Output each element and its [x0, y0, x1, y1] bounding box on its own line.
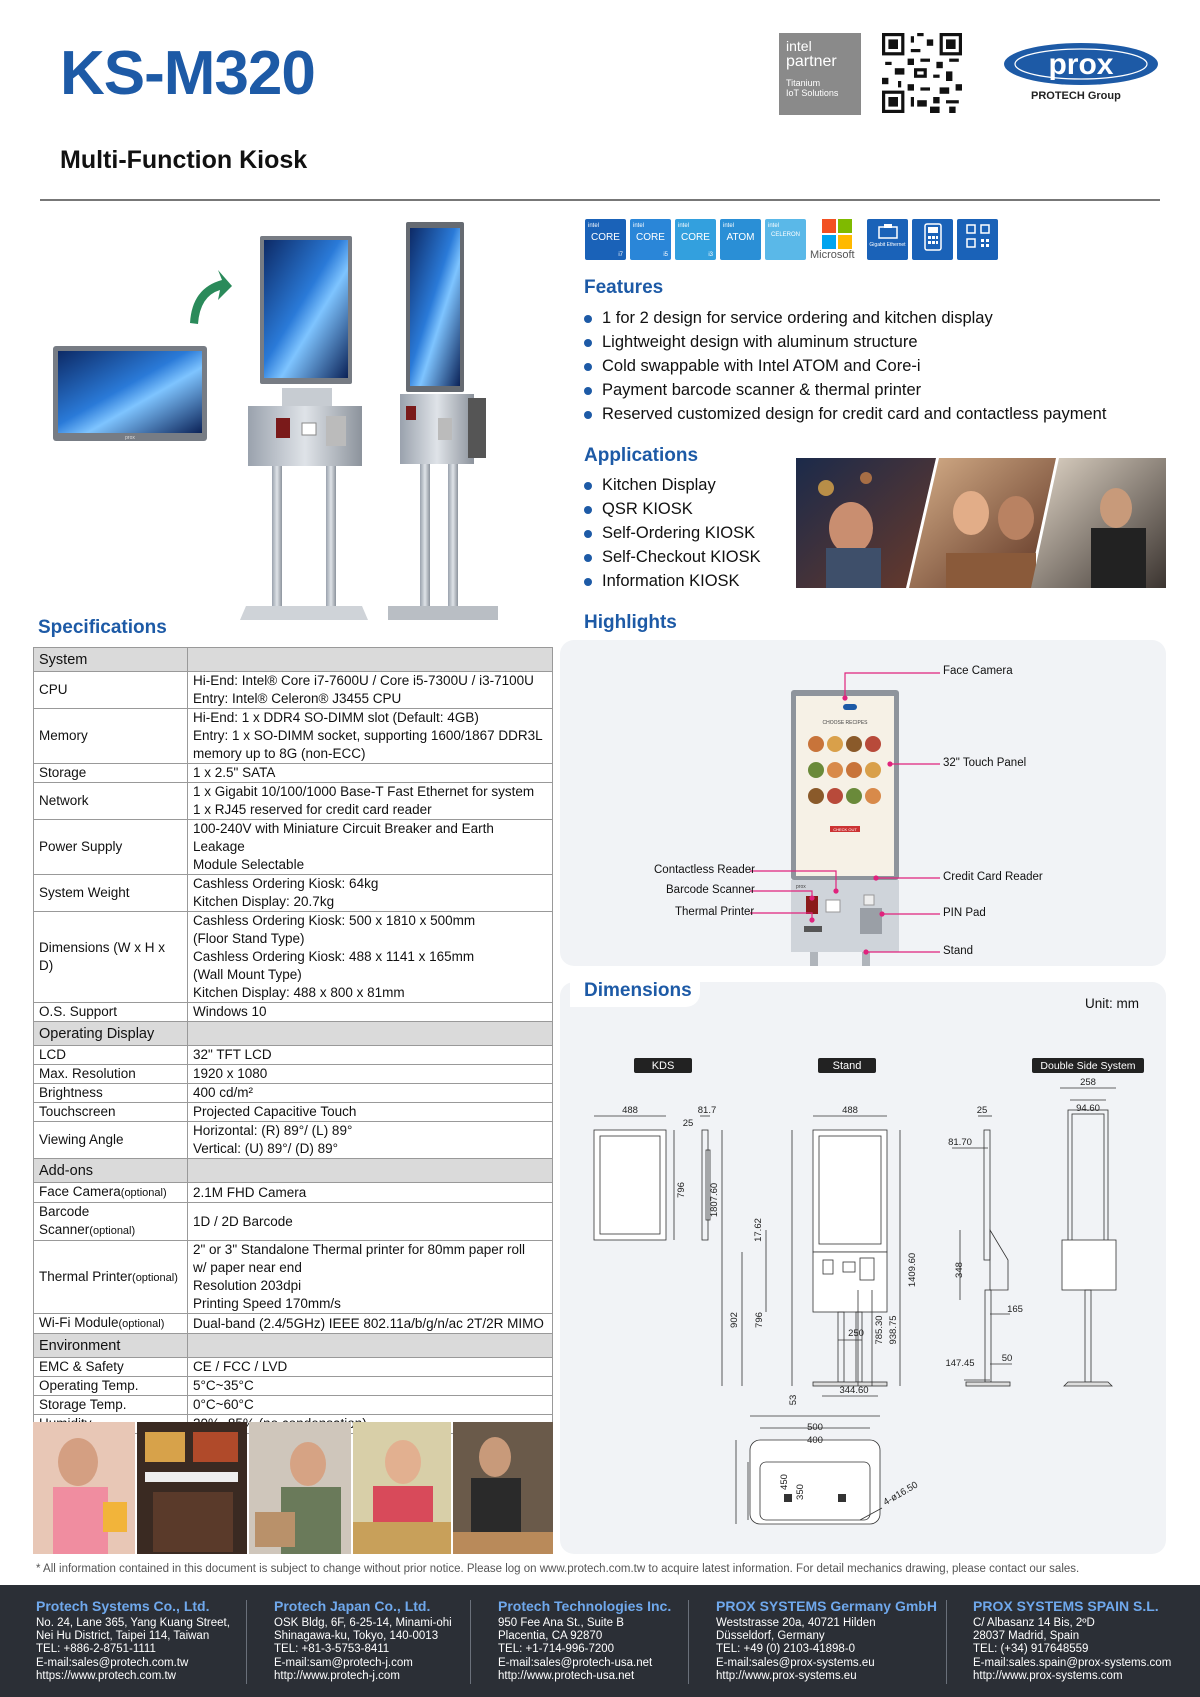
dim-top-hole: 4-ø16.50 [881, 1479, 920, 1509]
dim-double-h: 94.60 [1076, 1103, 1100, 1114]
dimensions-unit: Unit: mm [1085, 996, 1139, 1011]
footer-line: OSK Bldg, 6F, 6-25-14, Minami-ohi [274, 1617, 452, 1629]
spec-key [34, 764, 188, 783]
footer-divider [688, 1600, 689, 1684]
spec-value-line: Hi-End: 1 x DDR4 SO-DIMM slot (Default: 4GB) [193, 710, 479, 725]
product-subtitle: Multi-Function Kiosk [60, 146, 308, 174]
dim-kds-d2: 25 [682, 1118, 694, 1129]
spec-row [34, 875, 553, 912]
spec-value-line: Projected Capacitive Touch [193, 1104, 357, 1119]
dim-stand-h-base: 902 [729, 1312, 740, 1328]
spec-value-line: 100-240V with Miniature Circuit Breaker and Earth Leakage [193, 821, 494, 854]
footer-company-name: PROX SYSTEMS SPAIN S.L. [973, 1598, 1159, 1614]
spec-key-label: Operating Temp. [39, 1378, 139, 1393]
spec-group-empty [188, 648, 553, 672]
spec-key-label: System Weight [39, 885, 130, 900]
footer-office-germany [716, 1598, 937, 1683]
spec-key-label: LCD [39, 1047, 67, 1062]
spec-key-label: O.S. Support [39, 1004, 118, 1019]
footer-company-name: Protech Technologies Inc. [498, 1598, 672, 1614]
spec-key [34, 1103, 188, 1122]
spec-key-optional: (optional) [132, 1271, 178, 1284]
spec-group-name: Environment [34, 1334, 188, 1358]
callout-pin-pad: PIN Pad [943, 907, 986, 919]
dim-stand-post: 250 [848, 1328, 864, 1339]
spec-key-label: Storage [39, 765, 87, 780]
spec-value [188, 1314, 553, 1334]
footer-email-link[interactable]: E-mail:sales@protech-usa.net [498, 1656, 653, 1669]
spec-value-line: 1 x Gigabit 10/100/1000 Base-T Fast Ethernet for system [193, 784, 535, 799]
spec-value-line: Cashless Ordering Kiosk: 488 x 1141 x 165mm [193, 949, 475, 964]
spec-value-line: 2.1M FHD Camera [193, 1184, 307, 1200]
dim-stand-h-screen2: 796 [754, 1312, 765, 1328]
product-hero-illustration [50, 218, 550, 628]
spec-row [34, 1203, 553, 1241]
footer-line: TEL: +81-3-5753-8411 [274, 1643, 390, 1656]
spec-value-line: Vertical: (U) 89°/ (D) 89° [193, 1141, 339, 1156]
dim-label-kds: KDS [651, 1060, 675, 1072]
spec-value-line: 1 x RJ45 reserved for credit card reader [193, 802, 432, 817]
spec-value [188, 820, 553, 875]
food-thumbnail[interactable] [865, 736, 881, 752]
dim-double-d: 165 [1007, 1304, 1023, 1315]
spec-row [34, 820, 553, 875]
spec-key-label: CPU [39, 682, 68, 697]
spec-key [34, 875, 188, 912]
footer-office-taiwan [36, 1598, 230, 1683]
spec-group-empty [188, 1159, 553, 1183]
spec-value-line: 1D / 2D Barcode [193, 1213, 293, 1229]
spec-value-line: 1920 x 1080 [193, 1066, 268, 1081]
callout-contactless-reader: Contactless Reader [654, 864, 755, 876]
footer-line: 28037 Madrid, Spain [973, 1630, 1080, 1643]
spec-key [34, 1046, 188, 1065]
spec-key [34, 912, 188, 1003]
spec-value-line: Entry: Intel® Celeron® J3455 CPU [193, 691, 402, 706]
spec-value-line: Dual-band (2.4/5GHz) IEEE 802.11a/b/g/n/ac 2T/2R MIMO [193, 1315, 544, 1331]
spec-value-line: 0°C~60°C [193, 1397, 254, 1412]
spec-key [34, 1183, 188, 1203]
applications-heading: Applications [584, 445, 699, 466]
spec-key [34, 1122, 188, 1159]
spec-row [34, 1358, 553, 1377]
spec-key [34, 820, 188, 875]
highlights-kiosk-diagram [560, 640, 1166, 966]
footer-company-name: PROX SYSTEMS Germany GmbH [716, 1598, 937, 1614]
spec-value-line: Resolution 203dpi [193, 1278, 302, 1293]
intel-core-i7-icon: intel CORE i7 [585, 219, 626, 260]
spec-value [188, 1183, 553, 1203]
dim-double-e: 50 [1001, 1353, 1013, 1364]
spec-value [188, 1122, 553, 1159]
spec-key-label: Face Camera [39, 1184, 121, 1199]
spec-value-line: Horizontal: (R) 89°/ (L) 89° [193, 1123, 353, 1138]
spec-key-label: Touchscreen [39, 1104, 116, 1119]
spec-key [34, 709, 188, 764]
spec-group-row [34, 1022, 553, 1046]
dim-stand-foot: 53 [788, 1394, 799, 1406]
spec-row [34, 1003, 553, 1022]
dim-top-w2: 400 [807, 1435, 823, 1446]
spec-value [188, 1103, 553, 1122]
screen-header-text: CHOOSE RECIPES [822, 720, 868, 726]
footer-company-name: Protech Japan Co., Ltd. [274, 1598, 431, 1614]
spec-key [34, 1003, 188, 1022]
footer-line: Shinagawa-ku, Tokyo, 140-0013 [274, 1630, 439, 1643]
food-thumbnail[interactable] [865, 788, 881, 804]
intel-badge-line4: IoT Solutions [786, 88, 839, 98]
spec-group-empty [188, 1334, 553, 1358]
callout-thermal-printer: Thermal Printer [675, 906, 755, 918]
spec-key-optional: (optional) [120, 1187, 167, 1199]
footer-divider [246, 1600, 247, 1684]
footer-line: TEL: +49 (0) 2103-41898-0 [716, 1643, 856, 1656]
spec-value-line: Printing Speed 170mm/s [193, 1296, 341, 1311]
spec-row [34, 672, 553, 709]
callout-touch-panel: 32" Touch Panel [943, 757, 1027, 769]
spec-key [34, 1358, 188, 1377]
wall-display-brand: prox [125, 435, 135, 441]
spec-value-line: Kitchen Display: 20.7kg [193, 894, 335, 909]
footer-office-usa [498, 1598, 671, 1683]
food-thumbnail[interactable] [808, 736, 824, 752]
footer-website-link[interactable]: https://www.protech.com.tw [36, 1669, 176, 1682]
spec-key-label: Power Supply [39, 839, 123, 854]
spec-key-label: Memory [39, 728, 88, 743]
feature-item: Cold swappable with Intel ATOM and Core-i [584, 357, 921, 376]
product-model-title: KS-M320 [60, 39, 315, 108]
footer-email-link[interactable]: E-mail:sales@prox-systems.eu [716, 1656, 875, 1669]
spec-key [34, 1396, 188, 1415]
dim-double-g: 258 [1080, 1077, 1096, 1088]
spec-value-line: 1 x 2.5" SATA [193, 765, 276, 780]
qr-scanner-icon [957, 219, 998, 260]
application-item: Self-Checkout KIOSK [584, 548, 761, 567]
spec-row [34, 912, 553, 1003]
dim-stand-h-b: 938.75 [888, 1315, 899, 1345]
spec-value-line: CE / FCC / LVD [193, 1359, 288, 1374]
spec-key [34, 672, 188, 709]
spec-value-line: Windows 10 [193, 1004, 267, 1019]
prox-logo-text: prox [1048, 48, 1114, 81]
dim-kds-h: 796 [676, 1182, 687, 1198]
application-photo-collage [796, 458, 1166, 588]
dim-double-f: 147.45 [945, 1358, 975, 1369]
spec-value [188, 1046, 553, 1065]
dim-stand-base: 344.60 [839, 1385, 869, 1396]
spec-value [188, 1003, 553, 1022]
spec-key [34, 1065, 188, 1084]
spec-value [188, 1203, 553, 1241]
food-thumbnail[interactable] [827, 788, 843, 804]
footer-email-link[interactable]: E-mail:sam@protech-j.com [274, 1656, 413, 1669]
spec-value-line: 32" TFT LCD [193, 1047, 272, 1062]
callout-face-camera: Face Camera [943, 665, 1013, 677]
footer-line: TEL: +886-2-8751-1111 [36, 1643, 156, 1656]
footer-line: TEL: +1-714-996-7200 [498, 1643, 615, 1656]
food-thumbnail[interactable] [846, 736, 862, 752]
spec-row [34, 764, 553, 783]
footer-line: No. 24, Lane 365, Yang Kuang Street, [36, 1617, 230, 1629]
screen-button-text: CHECK OUT [833, 827, 857, 832]
application-item: Self-Ordering KIOSK [584, 524, 755, 543]
spec-key-optional: (optional) [118, 1318, 165, 1330]
dimensions-heading: Dimensions [584, 980, 692, 1001]
spec-value-line: Entry: 1 x SO-DIMM socket, supporting 1600/1867 DDR3L [193, 728, 543, 743]
spec-value-line: 400 cd/m² [193, 1085, 254, 1100]
dim-stand-h-screen: 1409.60 [907, 1252, 918, 1288]
spec-key [34, 1203, 188, 1241]
spec-group-empty [188, 1022, 553, 1046]
spec-value [188, 1377, 553, 1396]
food-thumbnail[interactable] [827, 736, 843, 752]
spec-key [34, 783, 188, 820]
spec-value [188, 1396, 553, 1415]
spec-value [188, 1358, 553, 1377]
spec-key-label: Thermal Printer [39, 1268, 133, 1284]
spec-key-label: EMC & Safety [39, 1359, 124, 1374]
spec-key-label: Wi-Fi Module [39, 1315, 119, 1330]
spec-key-label: Viewing Angle [39, 1132, 124, 1147]
dim-kds-d: 81.7 [697, 1105, 717, 1116]
intel-celeron-icon: intel CELERON [765, 219, 806, 260]
spec-group-row [34, 1334, 553, 1358]
spec-value [188, 764, 553, 783]
callout-stand: Stand [943, 945, 974, 957]
intel-atom-icon: intel ATOM [720, 219, 761, 260]
spec-value-line: (Wall Mount Type) [193, 967, 302, 982]
footer-line: Nei Hu District, Taipei 114, Taiwan [36, 1630, 210, 1643]
dim-label-double: Double Side System [1040, 1060, 1136, 1072]
spec-value-line: Cashless Ordering Kiosk: 64kg [193, 876, 379, 891]
food-thumbnail[interactable] [808, 762, 824, 778]
dim-top-w1: 500 [807, 1422, 823, 1433]
spec-row [34, 1241, 553, 1314]
header-divider [40, 199, 1160, 201]
spec-value-line: Hi-End: Intel® Core i7-7600U / Core i5-7300U / i3-7100U [193, 673, 534, 688]
spec-value [188, 1241, 553, 1314]
footer-website-link[interactable]: http://www.protech-usa.net [498, 1669, 635, 1682]
gigabit-ethernet-icon: Gigabit Ethernet [867, 219, 908, 260]
dim-top-d2: 350 [795, 1484, 806, 1500]
feature-item: Lightweight design with aluminum structure [584, 333, 918, 352]
spec-value-line: Module Selectable [193, 857, 305, 872]
footer-line: Placentia, CA 92870 [498, 1630, 603, 1643]
intel-badge-line3: Titanium [786, 78, 821, 88]
highlights-heading: Highlights [584, 612, 677, 633]
footer-divider [946, 1600, 947, 1684]
intel-core-i3-icon: intel CORE i3 [675, 219, 716, 260]
feature-item: 1 for 2 design for service ordering and kitchen display [584, 309, 993, 328]
dim-stand-h-total: 1807.60 [709, 1182, 720, 1218]
footer-email-link[interactable]: E-mail:sales.spain@prox-systems.com [973, 1656, 1172, 1669]
footer-line: 950 Fee Ana St., Suite B [498, 1617, 624, 1629]
dimensions-drawings [560, 1050, 1166, 1550]
food-thumbnail[interactable] [846, 762, 862, 778]
spec-value-line: 2" or 3" Standalone Thermal printer for 80mm paper roll [193, 1242, 525, 1257]
spec-row [34, 1065, 553, 1084]
application-item: Kitchen Display [584, 476, 716, 495]
spec-value [188, 912, 553, 1003]
disclaimer-text: * All information contained in this document is subject to change without prior notice. Please log on www.protech.com.tw to acquire latest information. For detail mechanics drawing, please contact our sales. [36, 1563, 1080, 1575]
spec-value-line: (Floor Stand Type) [193, 931, 305, 946]
spec-group-row [34, 648, 553, 672]
dim-double-a: 25 [976, 1105, 988, 1116]
dim-double-c: 348 [954, 1262, 965, 1278]
spec-row [34, 1396, 553, 1415]
specifications-heading: Specifications [38, 617, 167, 638]
intel-badge-line2: partner [786, 53, 837, 70]
application-item: Information KIOSK [584, 572, 740, 591]
spec-row [34, 1084, 553, 1103]
payment-terminal-icon [912, 219, 953, 260]
spec-row [34, 1314, 553, 1334]
dim-stand-offset: 17.62 [753, 1218, 764, 1242]
dim-stand-w: 488 [842, 1105, 858, 1116]
dim-top-d1: 450 [779, 1474, 790, 1490]
food-thumbnail[interactable] [808, 788, 824, 804]
spec-key-label: Network [39, 793, 89, 808]
spec-row [34, 783, 553, 820]
spec-key-label: Brightness [39, 1085, 103, 1100]
specifications-table [33, 647, 553, 1434]
spec-value-line: 5°C~35°C [193, 1378, 254, 1393]
spec-value [188, 1084, 553, 1103]
spec-group-name: System [34, 648, 188, 672]
kiosk-brand-text: prox [796, 884, 806, 890]
spec-value [188, 709, 553, 764]
footer-website-link[interactable]: http://www.protech-j.com [274, 1669, 400, 1682]
feature-item: Reserved customized design for credit card and contactless payment [584, 405, 1106, 424]
callout-credit-card-reader: Credit Card Reader [943, 871, 1043, 883]
spec-row [34, 1183, 553, 1203]
spec-value [188, 672, 553, 709]
application-item: QSR KIOSK [584, 500, 693, 519]
footer-divider [470, 1600, 471, 1684]
microsoft-icon [810, 219, 865, 261]
dim-double-b: 81.70 [948, 1137, 972, 1148]
intel-badge-line1: intel [786, 38, 812, 54]
dim-kds-w: 488 [622, 1105, 638, 1116]
spec-key [34, 1377, 188, 1396]
spec-key-label: Max. Resolution [39, 1066, 136, 1081]
usage-photo-strip [33, 1422, 553, 1554]
footer-office-spain [973, 1598, 1171, 1683]
spec-key-label: Storage Temp. [39, 1397, 127, 1412]
spec-group-name: Operating Display [34, 1022, 188, 1046]
spec-group-row [34, 1159, 553, 1183]
features-heading: Features [584, 277, 664, 298]
spec-key [34, 1314, 188, 1334]
spec-value-line: memory up to 8G (non-ECC) [193, 746, 366, 761]
spec-value-line: w/ paper near end [193, 1260, 302, 1275]
qr-code-icon [882, 33, 962, 113]
intel-partner-badge [779, 33, 861, 115]
food-thumbnail[interactable] [846, 788, 862, 804]
spec-value [188, 1065, 553, 1084]
spec-row [34, 1046, 553, 1065]
intel-core-i5-icon: intel CORE i5 [630, 219, 671, 260]
spec-row [34, 709, 553, 764]
spec-value-line: Cashless Ordering Kiosk: 500 x 1810 x 500mm [193, 913, 476, 928]
feature-item: Payment barcode scanner & thermal printer [584, 381, 921, 400]
spec-value-line: Kitchen Display: 488 x 800 x 81mm [193, 985, 405, 1000]
footer-line: C/ Albasanz 14 Bis, 2ºD [973, 1617, 1095, 1629]
spec-group-name: Add-ons [34, 1159, 188, 1183]
spec-row [34, 1103, 553, 1122]
food-thumbnail[interactable] [827, 762, 843, 778]
spec-value [188, 783, 553, 820]
footer-line: Düsseldorf, Germany [716, 1630, 825, 1643]
footer-office-japan [274, 1598, 452, 1683]
spec-key-optional: (optional) [89, 1225, 136, 1237]
dim-label-stand: Stand [832, 1060, 862, 1072]
spec-key [34, 1084, 188, 1103]
spec-key [34, 1241, 188, 1314]
callout-barcode-scanner: Barcode Scanner [666, 884, 755, 896]
microsoft-label: Microsoft [810, 249, 855, 261]
spec-key-label: Barcode Scanner [39, 1204, 90, 1237]
footer-website-link[interactable]: http://www.prox-systems.eu [716, 1669, 857, 1682]
spec-row [34, 1377, 553, 1396]
spec-value [188, 875, 553, 912]
footer-line: Weststrasse 20a, 40721 Hilden [716, 1617, 876, 1629]
footer-email-link[interactable]: E-mail:sales@protech.com.tw [36, 1656, 189, 1669]
food-thumbnail[interactable] [865, 762, 881, 778]
footer-company-name: Protech Systems Co., Ltd. [36, 1598, 210, 1614]
spec-key-label: Dimensions (W x H x D) [39, 940, 166, 973]
spec-row [34, 1122, 553, 1159]
footer-website-link[interactable]: http://www.prox-systems.com [973, 1669, 1123, 1682]
prox-group-label: PROTECH Group [1031, 90, 1121, 102]
dim-stand-h-a: 785.30 [874, 1315, 885, 1345]
footer-line: TEL: (+34) 917648559 [973, 1643, 1089, 1656]
